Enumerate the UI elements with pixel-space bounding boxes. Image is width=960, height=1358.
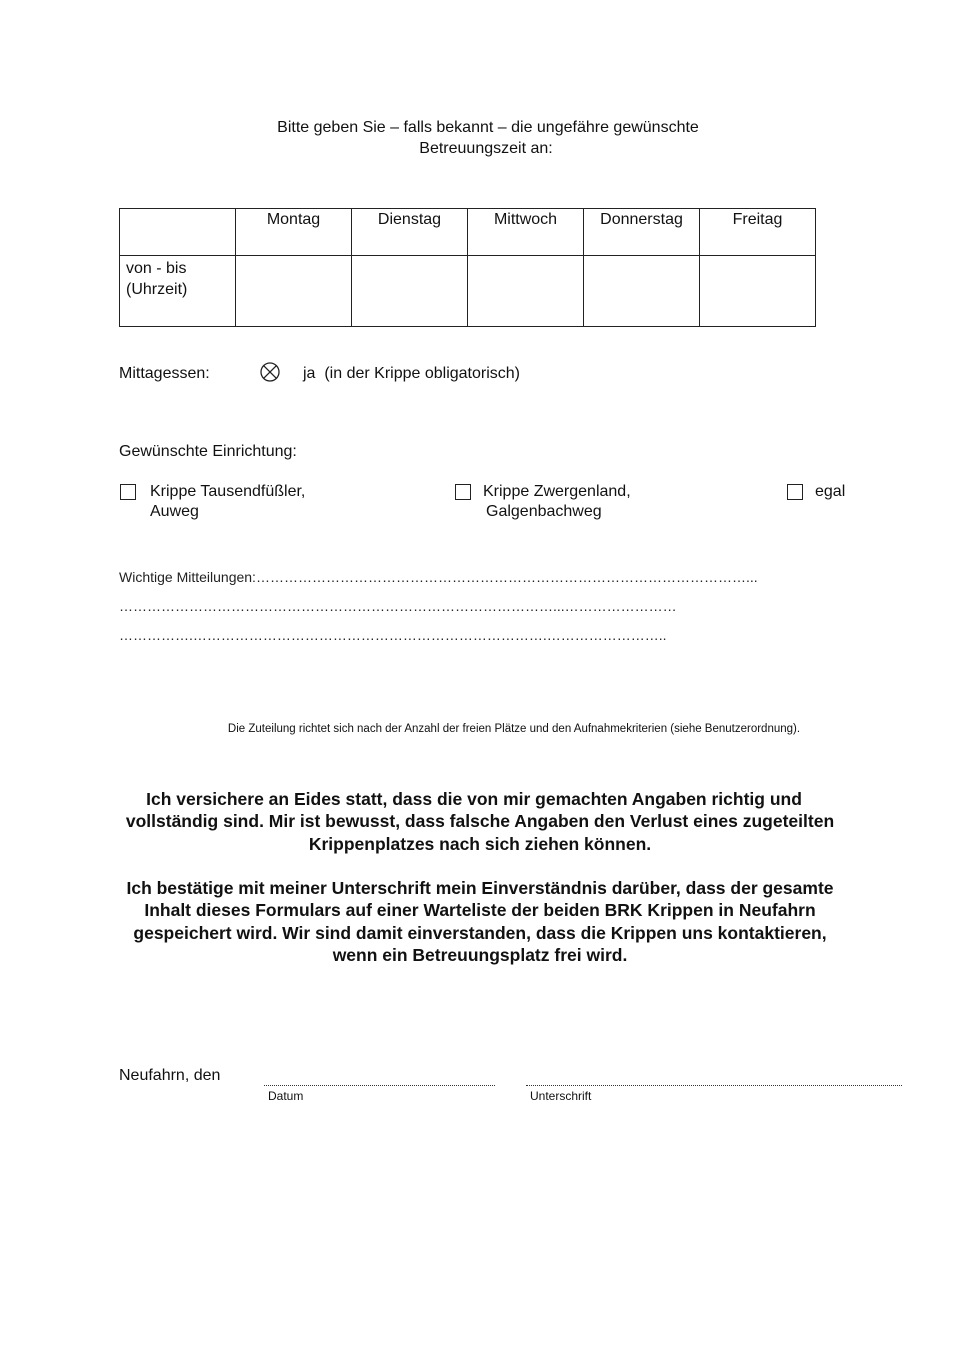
facility-option-2-line-1: Krippe Zwergenland,: [483, 483, 631, 500]
declaration-consent: [0, 877, 960, 966]
signature-line[interactable]: [526, 1085, 902, 1086]
schedule-corner-cell: [120, 209, 236, 256]
facility-checkbox-tausendfuessler[interactable]: [120, 484, 136, 500]
declaration-consent-line-1: Ich bestätige mit meiner Unterschrift mein Einverständnis darüber, dass der gesamte: [126, 878, 834, 898]
schedule-time-row: [120, 256, 816, 327]
messages-dots-1: ……………………………………………………………………………………………...: [255, 569, 758, 585]
schedule-table: [119, 208, 816, 327]
allocation-note-text: Die Zuteilung richtet sich nach der Anzahl der freien Plätze und den Aufnahmekriterien (siehe Benutzerordnung).: [227, 723, 801, 735]
signature-label: Unterschrift: [530, 1089, 592, 1103]
time-input-thursday[interactable]: [584, 256, 700, 327]
facility-label: Gewünschte Einrichtung:: [119, 443, 297, 460]
facility-checkbox-egal[interactable]: [787, 484, 803, 500]
declaration-oath-line-1: Ich versichere an Eides statt, dass die von mir gemachten Angaben richtig und: [146, 789, 802, 809]
time-input-wednesday[interactable]: [468, 256, 584, 327]
lunch-label: Mittagessen:: [119, 365, 210, 382]
time-input-tuesday[interactable]: [352, 256, 468, 327]
schedule-header-row: [120, 209, 816, 256]
day-header-monday: Montag: [236, 209, 352, 256]
day-header-thursday: Donnerstag: [584, 209, 700, 256]
declaration-oath-line-3: Krippenplatzes nach sich ziehen können.: [308, 833, 652, 854]
time-row-label-line-1: von - bis: [126, 260, 187, 277]
declaration-consent-line-4: wenn ein Betreuungsplatz frei wird.: [332, 944, 628, 965]
messages-line-2[interactable]: …………………………………………………………………………………...……………………: [119, 598, 677, 614]
intro-line-2: Betreuungszeit an:: [419, 140, 553, 157]
time-row-label: [120, 256, 235, 300]
date-label: Datum: [268, 1089, 304, 1103]
day-header-friday: Freitag: [700, 209, 816, 256]
messages-line-3[interactable]: …………….………………………………………………………………….……………………..: [119, 627, 667, 643]
intro-line-1: Bitte geben Sie – falls bekannt – die ungefähre gewünschte: [277, 119, 699, 136]
time-row-label-line-2: (Uhrzeit): [126, 281, 188, 298]
day-header-wednesday: Mittwoch: [468, 209, 584, 256]
facility-checkbox-zwergenland[interactable]: [455, 484, 471, 500]
declaration-oath: [0, 788, 960, 855]
intro-text: [0, 117, 960, 159]
messages-line-1[interactable]: [119, 569, 854, 585]
lunch-checked-circle-x-icon[interactable]: [260, 362, 280, 382]
facility-option-2-line-2: Galgenbachweg: [486, 503, 602, 520]
declaration-consent-line-3: gespeichert wird. Wir sind damit einverstanden, dass die Krippen uns kontaktieren,: [133, 922, 827, 943]
facility-option-1-line-2: Auweg: [150, 503, 199, 520]
facility-option-egal: egal: [815, 483, 846, 500]
time-input-monday[interactable]: [236, 256, 352, 327]
declaration-consent-line-2: Inhalt dieses Formulars auf einer Warteliste der beiden BRK Krippen in Neufahrn: [144, 900, 816, 921]
declaration-oath-line-2: vollständig sind. Mir ist bewusst, dass falsche Angaben den Verlust eines zugeteilten: [125, 811, 835, 832]
messages-label: Wichtige Mitteilungen:: [119, 569, 256, 585]
date-line[interactable]: [264, 1085, 495, 1086]
time-row-label-cell: [120, 256, 236, 327]
facility-option-1-line-1: Krippe Tausendfüßler,: [150, 483, 306, 500]
allocation-note: [0, 723, 960, 735]
day-header-tuesday: Dienstag: [352, 209, 468, 256]
facility-option-zwergenland: [483, 482, 631, 522]
lunch-option-label: ja (in der Krippe obligatorisch): [303, 365, 520, 382]
time-input-friday[interactable]: [700, 256, 816, 327]
place-label: Neufahrn, den: [119, 1067, 221, 1084]
facility-option-tausendfuessler: [150, 482, 305, 522]
